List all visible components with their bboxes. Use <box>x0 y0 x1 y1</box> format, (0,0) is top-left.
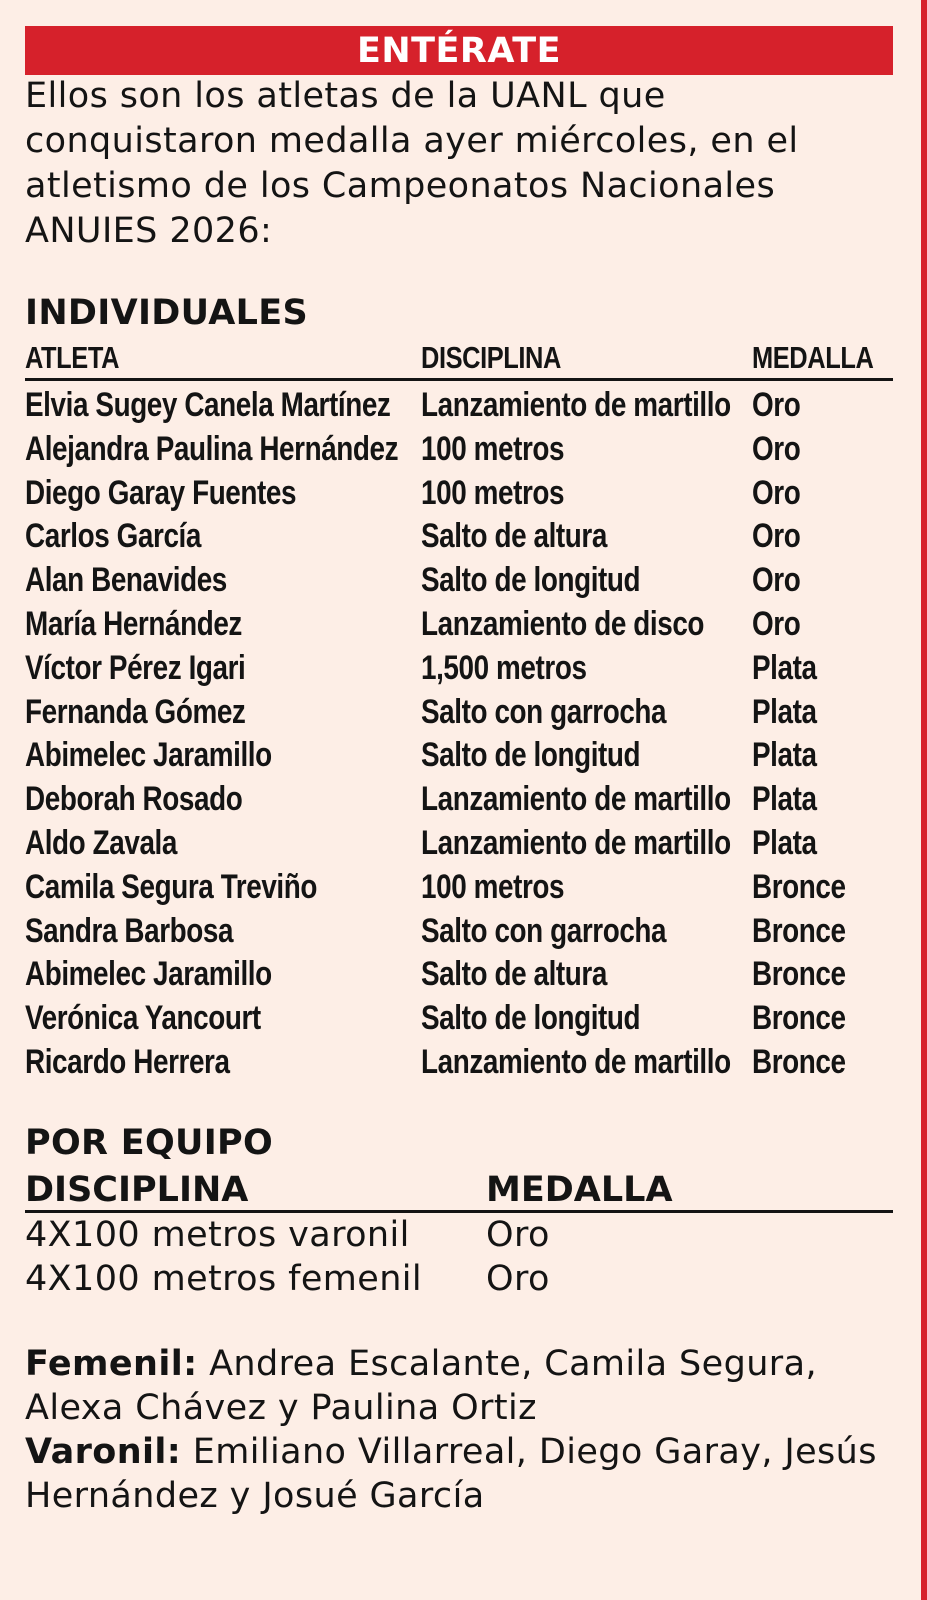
column-header-medal: MEDALLA <box>752 340 874 375</box>
discipline-cell: 1,500 metros <box>421 648 587 687</box>
medal-cell: Plata <box>752 736 817 775</box>
discipline-cell: Lanzamiento de martillo <box>421 780 731 819</box>
varonil-names: Emiliano Villarreal, Diego Garay, Jesús Hernández y Josué García <box>25 1432 877 1516</box>
table-row <box>25 777 893 821</box>
femenil-label: Femenil: <box>25 1344 198 1384</box>
medal-cell: Oro <box>752 429 801 468</box>
banner-title: ENTÉRATE <box>356 30 562 71</box>
table-row <box>25 427 893 471</box>
athlete-cell: Verónica Yancourt <box>25 999 261 1038</box>
athlete-cell: Deborah Rosado <box>25 780 243 819</box>
athlete-cell: Víctor Pérez Igari <box>25 648 246 687</box>
medal-cell: Plata <box>752 780 817 819</box>
athlete-cell: Alan Benavides <box>25 561 227 600</box>
medal-cell: Oro <box>752 561 801 600</box>
table-row <box>25 952 893 996</box>
table-row <box>25 1040 893 1084</box>
discipline-cell: Salto de altura <box>421 955 607 994</box>
team-results-table <box>25 1168 893 1301</box>
athlete-cell: Diego Garay Fuentes <box>25 473 297 512</box>
team-section-title: POR EQUIPO <box>25 1123 274 1163</box>
team-column-header-medal: MEDALLA <box>486 1170 673 1210</box>
intro-paragraph: Ellos son los atletas de la UANL que conquistaron medalla ayer miércoles, en el atletismo de los Campeonatos Nacionales ANUIES 2026: <box>25 76 799 251</box>
athlete-cell: Carlos García <box>25 517 201 556</box>
accent-side-bar <box>921 0 927 1600</box>
table-row <box>25 558 893 602</box>
discipline-cell: 100 metros <box>421 867 565 906</box>
individual-results-table <box>25 336 893 1084</box>
athlete-cell: Ricardo Herrera <box>25 1042 230 1081</box>
discipline-cell: Lanzamiento de martillo <box>421 823 731 862</box>
team-table-header <box>25 1168 893 1213</box>
table-row <box>25 602 893 646</box>
discipline-cell: Salto de longitud <box>421 561 641 600</box>
discipline-cell: Salto con garrocha <box>421 911 667 950</box>
section-banner <box>25 26 893 75</box>
table-row <box>25 865 893 909</box>
athlete-cell: Alejandra Paulina Hernández <box>25 429 399 468</box>
individual-table-body <box>25 383 893 1084</box>
femenil-roster <box>25 1342 905 1430</box>
medal-cell: Bronce <box>752 955 846 994</box>
varonil-roster <box>25 1430 905 1518</box>
medal-cell: Bronce <box>752 1042 846 1081</box>
athlete-cell: Abimelec Jaramillo <box>25 955 272 994</box>
table-row <box>25 471 893 515</box>
athlete-cell: Sandra Barbosa <box>25 911 234 950</box>
discipline-cell: Salto con garrocha <box>421 692 667 731</box>
team-medal-cell: Oro <box>486 1259 550 1299</box>
table-row <box>25 383 893 427</box>
medal-cell: Plata <box>752 692 817 731</box>
discipline-cell: Salto de longitud <box>421 999 641 1038</box>
discipline-cell: 100 metros <box>421 429 565 468</box>
athlete-cell: María Hernández <box>25 604 242 643</box>
table-row <box>25 646 893 690</box>
table-row <box>25 514 893 558</box>
table-row <box>25 690 893 734</box>
table-row <box>25 821 893 865</box>
team-discipline-cell: 4X100 metros femenil <box>25 1259 423 1299</box>
athlete-cell: Camila Segura Treviño <box>25 867 317 906</box>
team-discipline-cell: 4X100 metros varonil <box>25 1215 410 1255</box>
table-row <box>25 909 893 953</box>
table-row <box>25 996 893 1040</box>
individual-table-header <box>25 336 893 381</box>
medal-cell: Plata <box>752 648 817 687</box>
athlete-cell: Fernanda Gómez <box>25 692 246 731</box>
team-column-header-discipline: DISCIPLINA <box>25 1170 249 1210</box>
discipline-cell: Lanzamiento de martillo <box>421 386 731 424</box>
discipline-cell: Salto de altura <box>421 517 607 556</box>
medal-cell: Bronce <box>752 911 846 950</box>
individual-section-title: INDIVIDUALES <box>25 293 309 333</box>
athlete-cell: Elvia Sugey Canela Martínez <box>25 386 391 424</box>
team-medal-cell: Oro <box>486 1215 550 1255</box>
column-header-discipline: DISCIPLINA <box>421 340 561 375</box>
medal-cell: Oro <box>752 517 801 556</box>
medal-cell: Oro <box>752 386 801 424</box>
athlete-cell: Aldo Zavala <box>25 823 177 862</box>
medal-cell: Oro <box>752 473 801 512</box>
discipline-cell: Lanzamiento de disco <box>421 604 705 643</box>
medal-cell: Oro <box>752 604 801 643</box>
medal-cell: Bronce <box>752 867 846 906</box>
discipline-cell: 100 metros <box>421 473 565 512</box>
varonil-label: Varonil: <box>25 1432 182 1472</box>
femenil-names: Andrea Escalante, Camila Segura, Alexa Chávez y Paulina Ortiz <box>25 1344 817 1428</box>
medal-cell: Plata <box>752 823 817 862</box>
medal-cell: Bronce <box>752 999 846 1038</box>
team-table-body <box>25 1213 893 1301</box>
discipline-cell: Lanzamiento de martillo <box>421 1042 731 1081</box>
discipline-cell: Salto de longitud <box>421 736 641 775</box>
athlete-cell: Abimelec Jaramillo <box>25 736 272 775</box>
table-row <box>25 1213 893 1257</box>
table-row <box>25 733 893 777</box>
column-header-athlete: ATLETA <box>25 340 120 375</box>
table-row <box>25 1257 893 1301</box>
